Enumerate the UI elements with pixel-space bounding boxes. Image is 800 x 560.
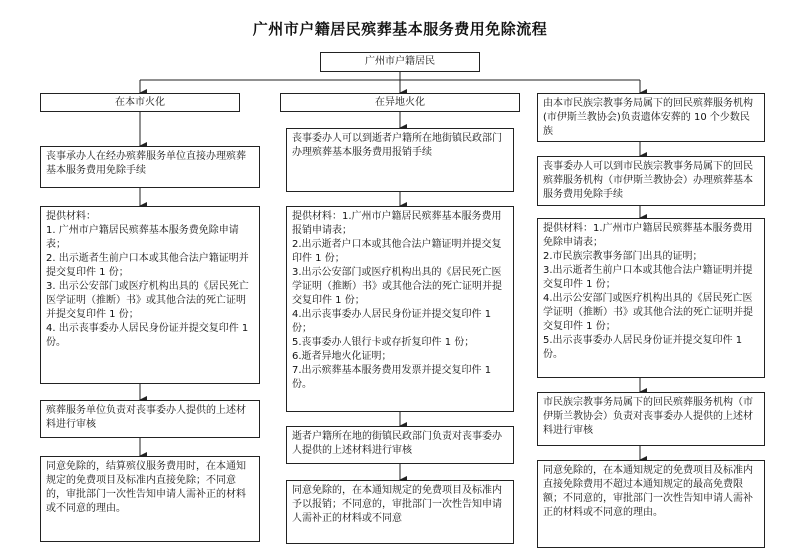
col3-result-text: 同意免除的，在本通知规定的免费项目及标准内直接免除费用不超过本通知规定的最高免费限额；不同意的，审批部门一次性告知申请人需补正的材料或不同意的理由。 xyxy=(543,465,753,518)
col2-material-4: 5.丧事委办人银行卡或存折复印件 1 份； xyxy=(292,337,475,348)
col3-review-text: 市民族宗教事务局属下的回民殡葬服务机构（市伊斯兰教协会）负责对丧事委办人提供的上述材料进行审核 xyxy=(543,397,753,436)
col1-step1-text: 丧事承办人在经办殡葬服务单位直接办理殡葬基本服务费用免除手续 xyxy=(46,151,246,176)
col2-material-2: 3.出示公安部门或医疗机构出具的《居民死亡医学证明（推断）书》或其他合法的死亡证明并提交复印件 1 份； xyxy=(292,267,502,306)
col1-material-0: 提供材料： xyxy=(46,211,96,222)
col1-header-label: 在本市火化 xyxy=(115,97,165,108)
col3-header xyxy=(537,93,765,142)
col3-step1-text: 丧事委办人可以到市民族宗教事务局属下的回民殡葬服务机构（市伊斯兰教协会）办理殡葬基本服务费用免除手续 xyxy=(543,161,753,200)
col1-step1 xyxy=(40,146,260,188)
col2-header xyxy=(280,93,520,112)
col2-materials xyxy=(286,206,514,412)
col1-materials xyxy=(40,206,260,384)
col3-material-2: 3.出示逝者生前户口本或其他合法户籍证明并提交复印件 1 份； xyxy=(543,265,753,290)
col2-material-3: 4.出示丧事委办人居民身份证并提交复印件 1 份； xyxy=(292,309,492,334)
col2-material-5: 6.逝者异地火化证明； xyxy=(292,351,392,362)
col2-step1-text: 丧事委办人可以到逝者户籍所在地街镇民政部门办理殡葬基本服务费用报销手续 xyxy=(292,133,502,158)
col3-review xyxy=(537,392,765,446)
col2-material-6: 7.出示殡葬基本服务费用发票并提交复印件 1 份。 xyxy=(292,365,492,390)
col1-material-4: 4. 出示丧事委办人居民身份证并提交复印件 1 份。 xyxy=(46,323,249,348)
col3-step1 xyxy=(537,156,765,206)
col2-result xyxy=(286,480,514,544)
root-label: 广州市户籍居民 xyxy=(365,56,435,67)
col2-material-1: 2.出示逝者户口本或其他合法户籍证明并提交复印件 1 份； xyxy=(292,239,502,264)
col3-material-0: 提供材料：1.广州市户籍居民殡葬基本服务费用免除申请表； xyxy=(543,223,753,248)
col2-review xyxy=(286,426,514,464)
col3-material-3: 4.出示公安部门或医疗机构出具的《居民死亡医学证明（推断）书》或其他合法的死亡证明并提交复印件 1 份； xyxy=(543,293,753,332)
col2-material-0: 提供材料：1.广州市户籍居民殡葬基本服务费用报销申请表； xyxy=(292,211,502,236)
col3-result xyxy=(537,460,765,548)
col2-review-text: 逝者户籍所在地的街镇民政部门负责对丧事委办人提供的上述材料进行审核 xyxy=(292,431,502,456)
col3-header-label: 由本市民族宗教事务局属下的回民殡葬服务机构(市伊斯兰教协会)负责遗体安葬的 10 个少数民族 xyxy=(543,98,753,137)
col1-material-1: 1. 广州市户籍居民殡葬基本服务费免除申请表； xyxy=(46,225,239,250)
col3-materials xyxy=(537,218,765,378)
col1-review-text: 殡葬服务单位负责对丧事委办人提供的上述材料进行审核 xyxy=(46,405,246,430)
root-box xyxy=(320,52,480,72)
col2-step1 xyxy=(286,128,514,192)
col1-header xyxy=(40,93,240,112)
col3-material-1: 2.市民族宗教事务部门出具的证明； xyxy=(543,251,703,262)
col1-material-2: 2. 出示逝者生前户口本或其他合法户籍证明并提交复印件 1 份； xyxy=(46,253,249,278)
col1-review xyxy=(40,400,260,438)
col3-material-4: 5.出示丧事委办人居民身份证并提交复印件 1 份。 xyxy=(543,335,743,360)
page-title: 广州市户籍居民殡葬基本服务费用免除流程 xyxy=(252,20,548,38)
col1-result-text: 同意免除的，结算殡仪服务费用时，在本通知规定的免费项目及标准内直接免除；不同意的，审批部门一次性告知申请人需补正的材料或不同意的理由。 xyxy=(46,461,246,514)
col1-result xyxy=(40,456,260,542)
col1-material-3: 3. 出示公安部门或医疗机构出具的《居民死亡医学证明（推断）书》或其他合法的死亡证明并提交复印件 1 份； xyxy=(46,281,249,320)
col2-result-text: 同意免除的，在本通知规定的免费项目及标准内予以报销；不同意的，审批部门一次性告知申请人需补正的材料或不同意 xyxy=(292,485,502,524)
col2-header-label: 在异地火化 xyxy=(375,97,425,108)
